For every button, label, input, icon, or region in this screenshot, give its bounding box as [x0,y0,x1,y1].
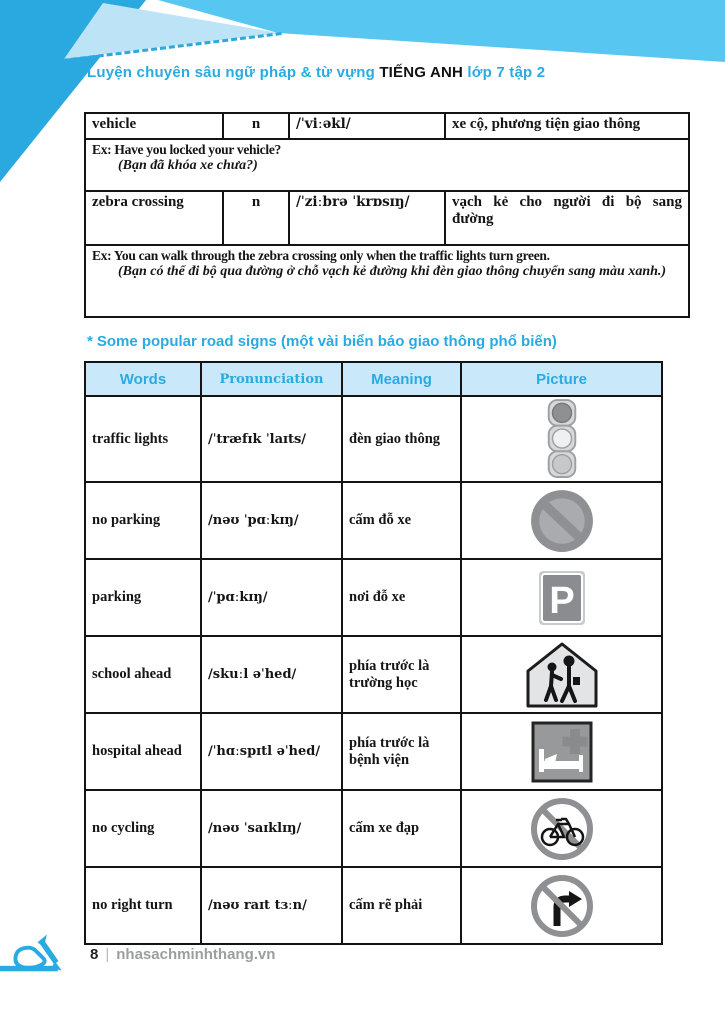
table-row [85,713,662,790]
table-row [85,559,662,636]
parking-letter: P [548,579,575,622]
footer-separator: | [105,946,110,963]
table-row [85,113,689,139]
vocabulary-table [84,112,690,318]
road-signs-table [84,361,663,945]
word-cell: no cycling [85,790,201,867]
col-header-pronunciation: Pronunciation [201,362,342,396]
example-english: Ex: Have you locked your vehicle? [92,142,281,157]
meaning-cell: đèn giao thông [342,396,461,482]
meaning-cell: nơi đỗ xe [342,559,461,636]
example-vietnamese: (Bạn đã khóa xe chưa?) [118,158,258,173]
title-grade-text: lớp 7 tập 2 [463,64,546,81]
meaning-cell: cấm rẽ phải [342,867,461,944]
word-cell: hospital ahead [85,713,201,790]
picture-cell [461,713,662,790]
meaning-cell: cấm đỗ xe [342,482,461,559]
no-right-turn-sign-icon [530,874,594,938]
example-cell [85,139,689,191]
traffic-light-sign-icon [543,399,581,479]
picture-cell [461,482,662,559]
pron-cell: /ˈziːbrə ˈkrɒsɪŋ/ [289,191,445,245]
no-cycling-sign-icon [530,797,594,861]
example-cell [85,245,689,317]
word-cell: school ahead [85,636,201,713]
title-series-text: Luyện chuyên sâu ngữ pháp & từ vựng [87,64,380,81]
table-row [85,396,662,482]
section-heading [87,333,557,350]
table-row [85,191,689,245]
word-cell: traffic lights [85,396,201,482]
meaning-cell: phía trước là bệnh viện [342,713,461,790]
pron-cell: /ˈviːəkl/ [289,113,445,139]
pron-cell: /skuːl əˈhed/ [201,636,342,713]
pron-cell: /ˈtræfɪk ˈlaɪts/ [201,396,342,482]
col-header-words: Words [85,362,201,396]
parking-sign-icon [538,570,586,626]
no-parking-sign-icon [529,488,595,554]
picture-cell [461,636,662,713]
col-header-meaning: Meaning [342,362,461,396]
pron-cell: /nəʊ raɪt tɜːn/ [201,867,342,944]
pron-cell: /ˈhɑːspɪtl əˈhed/ [201,713,342,790]
example-vietnamese: (Bạn có thể đi bộ qua đường ở chỗ vạch kẻ đường khi đèn giao thông chuyển sang màu xanh.) [118,264,667,279]
example-english: Ex: You can walk through the zebra crossing only when the traffic lights turn green. [92,248,550,263]
table-row [85,482,662,559]
meaning-cell: phía trước là trường học [342,636,461,713]
table-row [85,636,662,713]
picture-cell [461,559,662,636]
pron-cell: /nəʊ ˈpɑːkɪŋ/ [201,482,342,559]
meaning-cell: cấm xe đạp [342,790,461,867]
table-row [85,790,662,867]
pos-cell: n [223,191,289,245]
page-number: 8 [90,946,99,963]
picture-cell [461,396,662,482]
title-brand-text: TIẾNG ANH [379,64,464,81]
table-header-row [85,362,662,396]
pen-logo-icon [0,926,86,995]
word-cell: no parking [85,482,201,559]
pron-cell: /ˈpɑːkɪŋ/ [201,559,342,636]
picture-cell [461,867,662,944]
meaning-cell: xe cộ, phương tiện giao thông [445,113,689,139]
heading-bullet: * [87,333,93,350]
meaning-cell: vạch kẻ cho người đi bộ sang đường [445,191,689,245]
word-cell: parking [85,559,201,636]
footer [90,946,275,963]
pos-cell: n [223,113,289,139]
col-header-picture: Picture [461,362,662,396]
word-cell: no right turn [85,867,201,944]
table-row [85,139,689,191]
table-row [85,245,689,317]
picture-cell [461,790,662,867]
school-ahead-sign-icon [524,641,600,709]
word-cell: vehicle [85,113,223,139]
word-cell: zebra crossing [85,191,223,245]
hospital-ahead-sign-icon [531,721,593,783]
table-row [85,867,662,944]
pron-cell: /nəʊ ˈsaɪklɪŋ/ [201,790,342,867]
footer-site-text: nhasachminhthang.vn [116,946,276,963]
heading-text: Some popular road signs (một vài biển báo giao thông phổ biến) [96,333,557,350]
page-title [87,64,545,81]
